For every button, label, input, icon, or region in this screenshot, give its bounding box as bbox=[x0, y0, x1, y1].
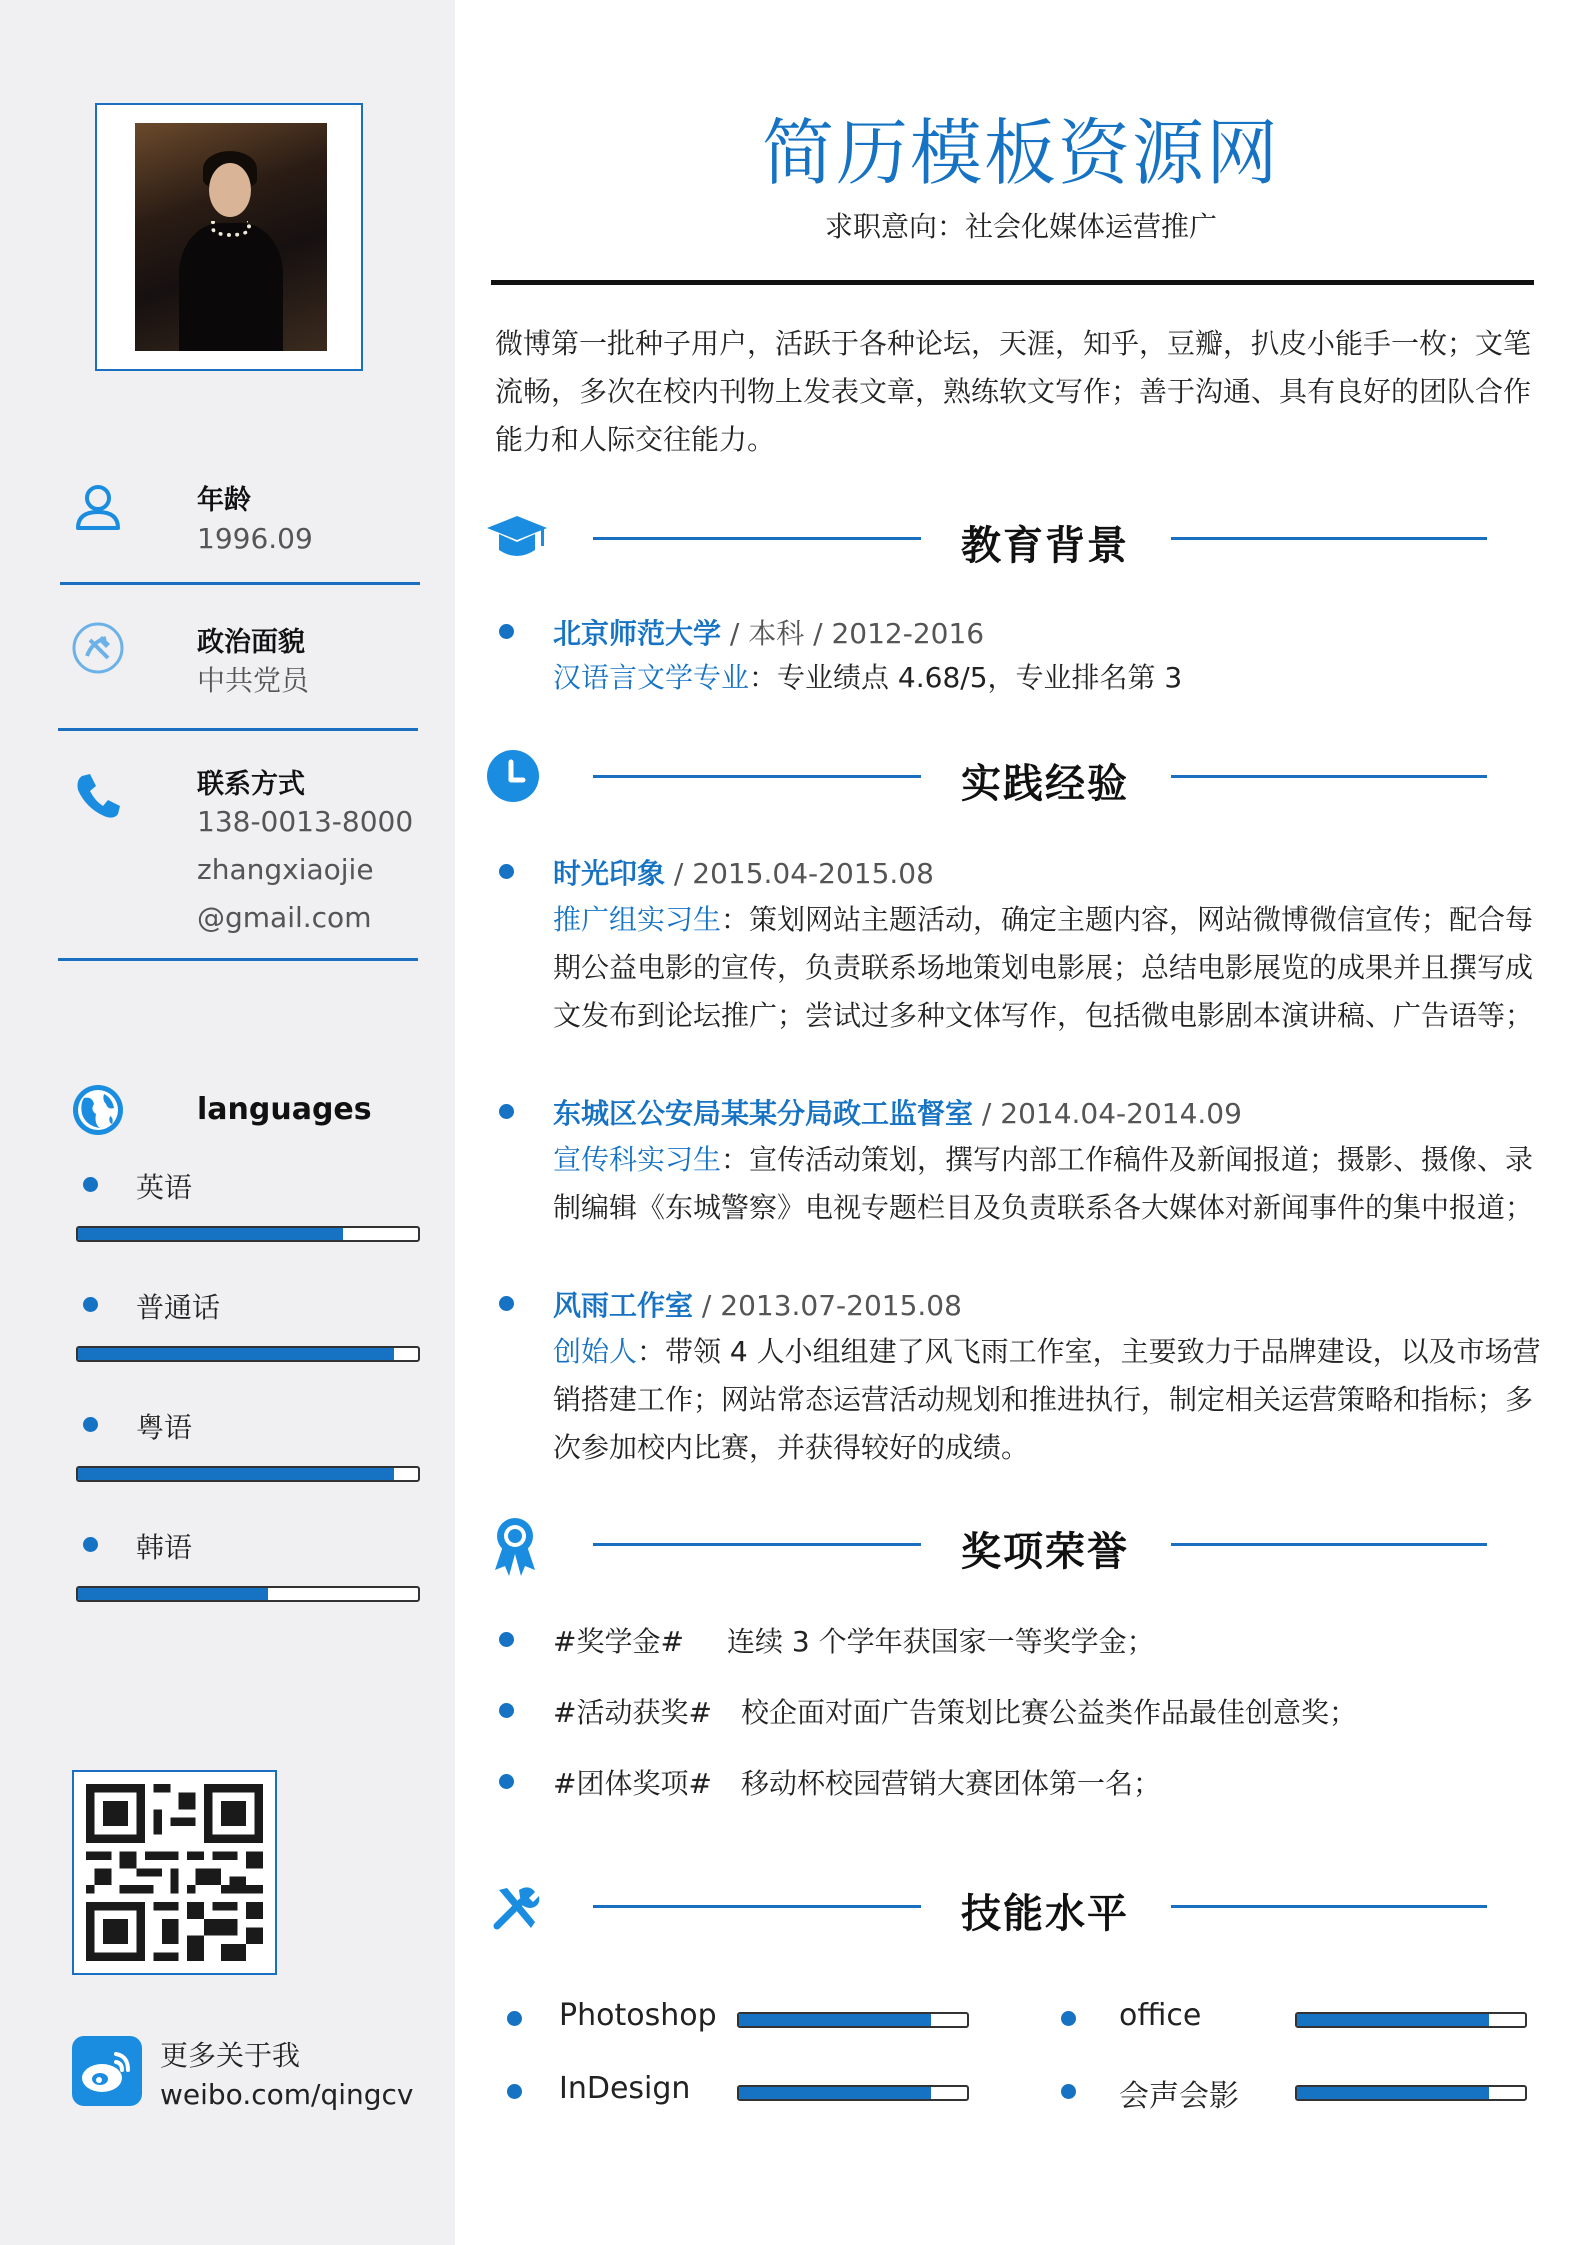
main-content bbox=[455, 0, 1587, 2245]
bullet-dot bbox=[83, 1297, 98, 1312]
header-rule bbox=[491, 280, 1534, 285]
languages-title: languages bbox=[197, 1092, 372, 1127]
skill-level-bar bbox=[737, 2085, 969, 2101]
weibo-link[interactable]: weibo.com/qingcv bbox=[160, 2078, 414, 2111]
experience-line: 销搭建工作；网站常态运营活动规划和推进执行，制定相关运营策略和指标；多 bbox=[553, 1383, 1534, 1416]
contact-phone: 138-0013-8000 bbox=[197, 805, 414, 838]
bullet-dot bbox=[499, 1703, 514, 1718]
org-name: 时光印象 bbox=[553, 857, 666, 890]
award-tag: #奖学金# bbox=[553, 1625, 684, 1658]
award-text: 连续 3 个学年获国家一等奖学金； bbox=[727, 1625, 1155, 1658]
contact-label: 联系方式 bbox=[197, 769, 305, 800]
experience-date: / 2013.07-2015.08 bbox=[693, 1289, 962, 1322]
school-name: 北京师范大学 bbox=[553, 617, 722, 650]
bullet-dot bbox=[83, 1537, 98, 1552]
experience-date: / 2014.04-2014.09 bbox=[973, 1097, 1242, 1130]
org-name: 风雨工作室 bbox=[553, 1289, 694, 1322]
resume-title: 简历模板资源网 bbox=[761, 111, 1280, 195]
experience-line bbox=[553, 896, 1533, 944]
phone-icon bbox=[70, 768, 126, 824]
tools-icon bbox=[491, 1882, 543, 1934]
divider bbox=[58, 958, 418, 961]
party-emblem-icon bbox=[70, 620, 126, 676]
education-title: 教育背景 bbox=[961, 523, 1129, 569]
bullet-dot bbox=[1061, 2084, 1076, 2099]
bullet-dot bbox=[499, 864, 514, 879]
experience-header bbox=[553, 1092, 1242, 1132]
award-ribbon-icon bbox=[491, 1516, 539, 1576]
political-value: 中共党员 bbox=[197, 664, 310, 697]
age-label: 年龄 bbox=[197, 485, 251, 516]
qr-code bbox=[86, 1784, 263, 1961]
political-label: 政治面貌 bbox=[197, 627, 305, 658]
section-line bbox=[1171, 1905, 1487, 1908]
education-detail bbox=[553, 654, 1182, 702]
profile-photo bbox=[135, 123, 327, 351]
job-objective: 求职意向：社会化媒体运营推广 bbox=[824, 210, 1217, 243]
contact-email-line2: @gmail.com bbox=[197, 901, 372, 934]
divider bbox=[60, 582, 420, 585]
experience-header bbox=[553, 852, 934, 892]
summary-line: 能力和人际交往能力。 bbox=[495, 423, 776, 456]
experience-text: ：带领 4 人小组组建了风飞雨工作室，主要致力于品牌建设，以及市场营 bbox=[637, 1335, 1541, 1368]
bullet-dot bbox=[499, 624, 514, 639]
qr-code-frame bbox=[72, 1770, 277, 1975]
bullet-dot bbox=[499, 1774, 514, 1789]
experience-line bbox=[553, 1328, 1541, 1376]
experience-line: 制编辑《东城警察》电视专题栏目及负责联系各大媒体对新闻事件的集中报道； bbox=[553, 1191, 1534, 1224]
language-level-bar bbox=[76, 1586, 420, 1602]
section-line bbox=[593, 775, 921, 778]
language-name: 普通话 bbox=[136, 1291, 221, 1324]
major-name: 汉语言文学专业 bbox=[553, 661, 750, 694]
org-name: 东城区公安局某某分局政工监督室 bbox=[553, 1097, 974, 1130]
sidebar bbox=[0, 0, 455, 2245]
experience-line: 文发布到论坛推广；尝试过多种文体写作，包括微电影剧本演讲稿、广告语等； bbox=[553, 999, 1534, 1032]
section-line bbox=[593, 1905, 921, 1908]
skill-name: office bbox=[1119, 1998, 1202, 2033]
language-name: 英语 bbox=[136, 1171, 193, 1204]
divider bbox=[58, 728, 418, 731]
skills-title: 技能水平 bbox=[961, 1891, 1129, 1937]
major-detail: ：专业绩点 4.68/5，专业排名第 3 bbox=[749, 661, 1183, 694]
role-name: 宣传科实习生 bbox=[553, 1143, 722, 1176]
experience-line: 次参加校内比赛，并获得较好的成绩。 bbox=[553, 1431, 1030, 1464]
role-name: 创始人 bbox=[553, 1335, 638, 1368]
bullet-dot bbox=[507, 2084, 522, 2099]
bullet-dot bbox=[507, 2011, 522, 2026]
experience-line: 期公益电影的宣传，负责联系场地策划电影展；总结电影展览的成果并且撰写成 bbox=[553, 951, 1534, 984]
summary-line: 微博第一批种子用户，活跃于各种论坛，天涯，知乎，豆瓣，扒皮小能手一枚；文笔 bbox=[495, 327, 1532, 360]
experience-header bbox=[553, 1284, 962, 1324]
award-tag: #活动获奖# bbox=[553, 1696, 712, 1729]
bullet-dot bbox=[83, 1417, 98, 1432]
contact-email-line1: zhangxiaojie bbox=[197, 853, 374, 886]
section-line bbox=[1171, 537, 1487, 540]
language-level-bar bbox=[76, 1226, 420, 1242]
education-item bbox=[553, 612, 984, 652]
summary-line: 流畅，多次在校内刊物上发表文章，熟练软文写作；善于沟通、具有良好的团队合作 bbox=[495, 375, 1532, 408]
award-tag: #团体奖项# bbox=[553, 1767, 712, 1800]
section-line bbox=[593, 537, 921, 540]
award-text: 校企面对面广告策划比赛公益类作品最佳创意奖； bbox=[741, 1696, 1358, 1729]
experience-title: 实践经验 bbox=[961, 761, 1129, 807]
skill-level-bar bbox=[1295, 2012, 1527, 2028]
language-level-bar bbox=[76, 1346, 420, 1362]
experience-text: ：宣传活动策划，撰写内部工作稿件及新闻报道；摄影、摄像、录 bbox=[721, 1143, 1534, 1176]
role-name: 推广组实习生 bbox=[553, 903, 722, 936]
clock-icon bbox=[485, 748, 541, 804]
skill-level-bar bbox=[1295, 2085, 1527, 2101]
more-about-me-label: 更多关于我 bbox=[160, 2039, 301, 2072]
graduation-cap-icon bbox=[485, 512, 549, 564]
experience-text: ：策划网站主题活动，确定主题内容，网站微博微信宣传；配合每 bbox=[721, 903, 1534, 936]
language-level-bar bbox=[76, 1466, 420, 1482]
experience-date: / 2015.04-2015.08 bbox=[665, 857, 934, 890]
skill-name: Photoshop bbox=[559, 1998, 717, 2033]
award-text: 移动杯校园营销大赛团体第一名； bbox=[741, 1767, 1162, 1800]
bullet-dot bbox=[499, 1104, 514, 1119]
skill-name: InDesign bbox=[559, 2071, 691, 2106]
age-value: 1996.09 bbox=[197, 522, 313, 555]
globe-icon bbox=[70, 1082, 126, 1138]
awards-title: 奖项荣誉 bbox=[961, 1529, 1129, 1575]
language-name: 韩语 bbox=[136, 1531, 193, 1564]
weibo-icon bbox=[72, 2036, 142, 2106]
bullet-dot bbox=[83, 1177, 98, 1192]
experience-line bbox=[553, 1136, 1533, 1184]
section-line bbox=[1171, 775, 1487, 778]
education-meta: / 本科 / 2012-2016 bbox=[721, 617, 985, 650]
bullet-dot bbox=[1061, 2011, 1076, 2026]
user-icon bbox=[70, 478, 126, 534]
section-line bbox=[1171, 1543, 1487, 1546]
bullet-dot bbox=[499, 1632, 514, 1647]
skill-name: 会声会影 bbox=[1119, 2079, 1239, 2114]
section-line bbox=[593, 1543, 921, 1546]
skill-level-bar bbox=[737, 2012, 969, 2028]
profile-photo-frame bbox=[95, 103, 363, 371]
language-name: 粤语 bbox=[136, 1411, 193, 1444]
bullet-dot bbox=[499, 1296, 514, 1311]
